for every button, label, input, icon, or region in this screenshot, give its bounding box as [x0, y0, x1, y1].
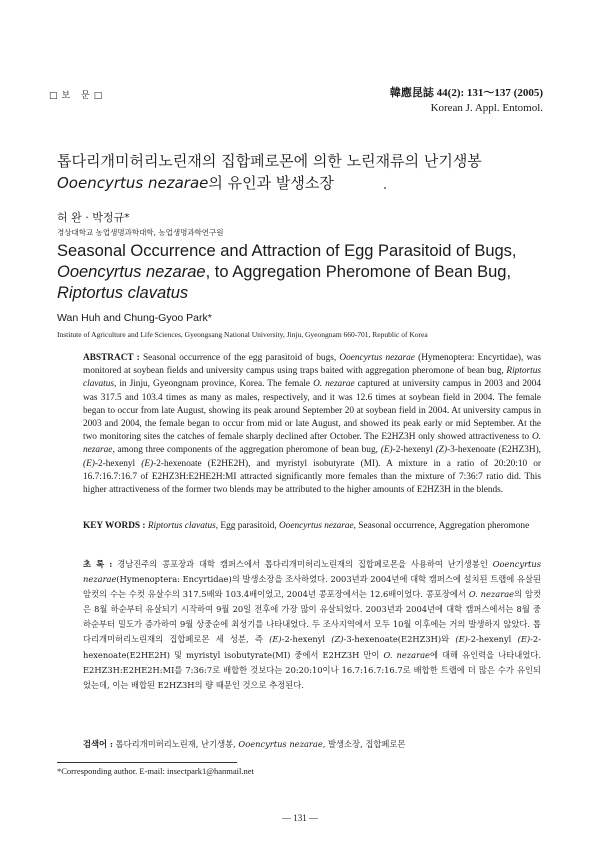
korean-abstract: 초 록 : 경남진주의 콩포장과 대학 캠퍼스에서 톱다리개미허리노린재의 집합페로몬을 사용하여 난기생봉인 Ooencyrtus nezarae(Hymenoptera: Encyrtidae)의 발생소장을 조사하였다. 2003년과 2004년에 대학 캠퍼스에 설치된 트랩에 유살된 암컷의 수는 수컷 유살수의 317.5배와 103.4배이었고, 2004년 콩포장에서는 12.6배이었다. 콩포장에서 O. nezarae의 암컷은 8월 하순부터 유살되기 시작하여 9월 20일 전후에 가장 많이 유살되었다. 2003년과 2004년에 대학 캠퍼스에서는 8월 중하순부터 밀도가 증가하여 9월 상중순에 최성기를 나타내었다. 두 조사지역에서 모두 10월 이후에는 거의 발생하지 않았다. 톱다리개미허리노린재의 집합페로몬 세 성분, 즉 (E)-2-hexenyl (Z)-3-hexenoate(E2HZ3H)와 (E)-2-hexenyl (E)-2-hexenoate(E2HE2H) 및 myristyl isobutyrate(MI) 중에서 E2HZ3H 만이 O. nezarae에 대해 유인력을 나타내었다. E2HZ3H:E2HE2H:MI를 7:36:7로 배합한 것보다는 20:20:10이나 16.7:16.7:16.7로 배합한 트랩에 더 많은 수가 유인되었는데, 이는 배합된 E2HZ3H의 량 때문인 것으로 추정된다. — [83, 559, 542, 690]
english-affiliation: Institute of Agriculture and Life Sciences, Gyeongsang National University, Jinju, Gyeongnam 660-701, Republic of Korea — [57, 330, 428, 339]
korean-keywords: 검색어 : 톱다리개미허리노린재, 난기생봉, Ooencyrtus nezarae, 발생소장, 집합페로몬 — [83, 739, 406, 749]
page-number: — 131 — — [282, 813, 318, 823]
footnote-divider — [57, 762, 237, 763]
english-keywords: KEY WORDS : Riptortus clavatus, Egg parasitoid, Ooencyrtus nezarae, Seasonal occurrence, Aggregation pheromone — [83, 521, 530, 531]
journal-volume-line: 韓應昆誌 44(2): 131～137 (2005) — [389, 87, 543, 99]
stray-dot — [384, 187, 386, 189]
english-authors: Wan Huh and Chung-Gyoo Park* — [57, 312, 212, 324]
korean-affiliation: 경상대학교 농업생명과학대학, 농업생명과학연구원 — [57, 228, 224, 237]
english-abstract: ABSTRACT : Seasonal occurrence of the egg parasitoid of bugs, Ooencyrtus nezarae (Hymenoptera: Encyrtidae), was monitored at soybean fields and university campus using traps baited with aggregation pheromone of bean bug, Riptortus clavatus, in Jinju, Gyeongnam province, Korea. The female O. nezarae captured at university campus in 2003 and 2004 was 317.5 and 103.4 times as many as males, respectively, and it was 12.6 times at soybean field in 2004. The female began to occur from late August, showing its peak around September 20 at soybean field in 2004. At university campus in 2003 and 2004, the female began to occur from mid or late August, and showed its peak early or mid September. At the two monitoring sites the catches of female sharply declined after October. The E2HZ3H only showed attractiveness to O. nezarae, among three components of the aggregation pheromone of bean bug, (E)-2-hexenyl (Z)-3-hexenoate (E2HZ3H), (E)-2-hexenyl (E)-2-hexenoate (E2HE2H), and myristyl isobutyrate (MI). A mixture in a ratio of 20:20:10 or 16.7:16.7:16.7 of E2HZ3H:E2HE2H:MI attracted significantly more females than the mixture of 7:36:7 ratio did. This higher attractiveness of the former two blends may be attributed to the higher amounts of E2HZ3H in the blends. — [83, 353, 541, 496]
journal-citation — [390, 86, 543, 116]
journal-english-name: Korean J. Appl. Entomol. — [430, 102, 543, 114]
korean-title: 톱다리개미허리노린재의 집합페로몬에 의한 노린재류의 난기생봉 Ooencyrtus nezarae의 유인과 발생소장 — [57, 152, 482, 192]
korean-authors: 허 완 · 박정규* — [57, 211, 130, 224]
english-title: Seasonal Occurrence and Attraction of Egg Parasitoid of Bugs, Ooencyrtus nezarae, to Aggregation Pheromone of Bean Bug, Riptortus clavatus — [57, 242, 517, 302]
correspondence-footnote: *Corresponding author. E-mail: insectpark1@hanmail.net — [57, 766, 254, 776]
section-label: □보 문□ — [49, 91, 107, 101]
